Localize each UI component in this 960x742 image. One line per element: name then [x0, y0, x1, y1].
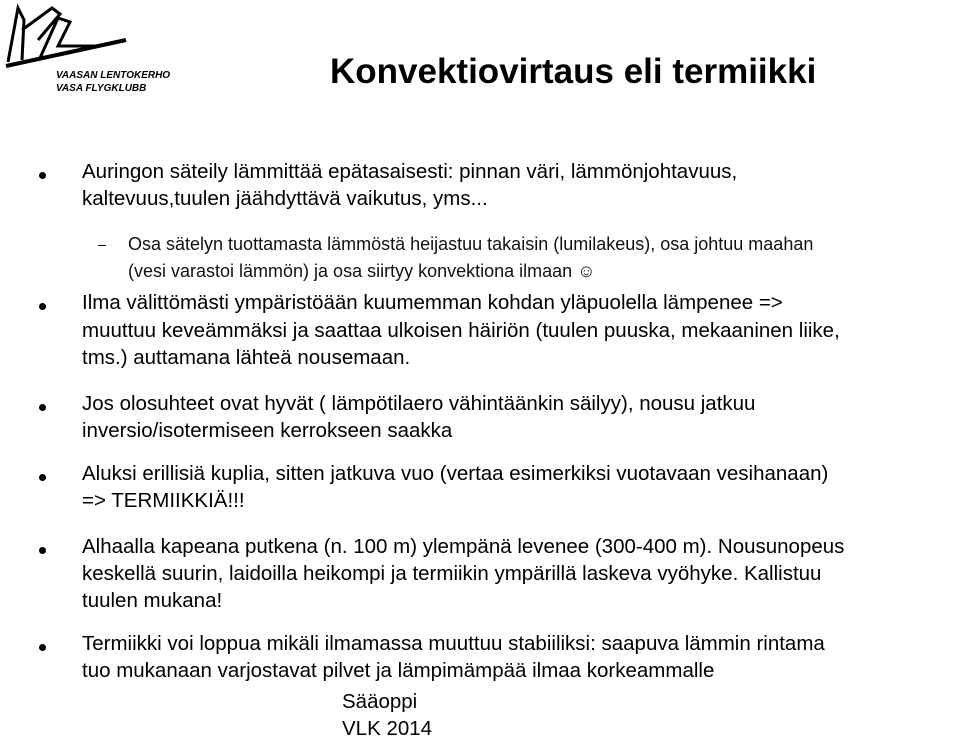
footer-line-1: Sääoppi	[342, 690, 418, 713]
bullet-text: Aluksi erillisiä kuplia, sitten jatkuva vuo (vertaa esimerkiksi vuotavaan vesihanaan)	[82, 462, 829, 485]
bullet-text: => TERMIIKKIÄ!!!	[82, 489, 245, 512]
bullet-text: tuo mukanaan varjostavat pilvet ja lämpimämpää ilmaa korkeammalle	[82, 659, 715, 682]
bullet-item-4	[82, 460, 958, 514]
bullet-item-6	[82, 630, 958, 684]
sub-bullet-item	[128, 231, 958, 285]
sub-bullet-text: (vesi varastoi lämmön) ja osa siirtyy konvektiona ilmaan ☺	[128, 261, 596, 281]
bullet-item-2	[82, 289, 958, 372]
bullet-dot-icon	[39, 474, 46, 481]
logo-text-line1: VAASAN LENTOKERHO	[56, 70, 171, 81]
bullet-text: tms.) auttamana lähteä nousemaan.	[82, 346, 411, 369]
bullet-text: muuttuu keveämmäksi ja saattaa ulkoisen häiriön (tuulen puuska, mekaaninen liike,	[82, 318, 840, 342]
bullet-text: keskellä suurin, laidoilla heikompi ja termiikin ympärillä laskeva vyöhyke. Kallistuu	[82, 562, 822, 585]
bullet-text: Ilma välittömästi ympäristöään kuumemman kohdan yläpuolella lämpenee =>	[82, 291, 783, 314]
bullet-dot-icon	[39, 547, 46, 554]
bullet-text: Jos olosuhteet ovat hyvät ( lämpötilaero vähintäänkin säilyy), nousu jatkuu	[82, 392, 756, 415]
bullet-dot-icon	[39, 644, 46, 651]
bullet-dot-icon	[39, 172, 46, 179]
bullet-text: inversio/isotermiseen kerrokseen saakka	[82, 419, 453, 442]
bullet-text: Termiikki voi loppua mikäli ilmamassa muuttuu stabiiliksi: saapuva lämmin rintama	[82, 632, 825, 655]
bullet-item-1	[82, 158, 958, 212]
club-logo	[0, 0, 171, 105]
footer	[342, 688, 432, 742]
bullet-item-3	[82, 390, 958, 444]
dash-bullet-icon	[98, 245, 106, 246]
logo-text-line2: VASA FLYGKLUBB	[56, 83, 147, 94]
bullet-dot-icon	[39, 404, 46, 411]
page-title: Konvektiovirtaus eli termiikki	[330, 52, 817, 91]
bullet-text: Alhaalla kapeana putkena (n. 100 m) ylempänä levenee (300-400 m). Nousunopeus	[82, 535, 845, 558]
bullet-dot-icon	[39, 303, 46, 310]
bullet-text: Auringon säteily lämmittää epätasaisesti: pinnan väri, lämmönjohtavuus,	[82, 160, 738, 183]
bullet-text: kaltevuus,tuulen jäähdyttävä vaikutus, yms...	[82, 187, 488, 210]
sub-bullet-text: Osa sätelyn tuottamasta lämmöstä heijastuu takaisin (lumilakeus), osa johtuu maahan	[128, 234, 814, 254]
bullet-item-5	[82, 533, 958, 614]
airplane-logo-icon	[8, 8, 96, 62]
bullet-text: tuulen mukana!	[82, 589, 223, 612]
footer-line-2: VLK 2014	[342, 717, 433, 740]
